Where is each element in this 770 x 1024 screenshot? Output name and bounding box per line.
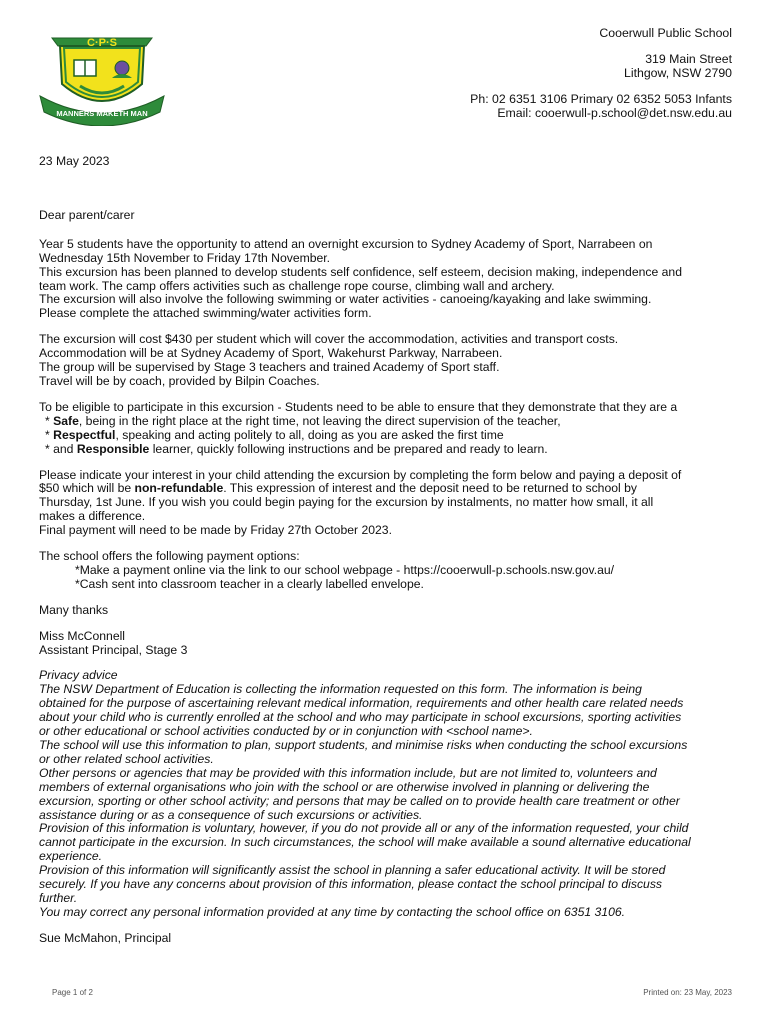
- bullet-respectful: * Respectful, speaking and acting politely to all, doing as you are asked the first time: [45, 427, 504, 442]
- privacy-advice: [39, 669, 734, 919]
- text-line: members of external organisations who join with the school or are otherwise involved in planning or delivering the: [39, 779, 650, 794]
- school-crest-logo: [38, 34, 166, 126]
- closing-thanks: Many thanks: [39, 602, 109, 617]
- school-phone: Ph: 02 6351 3106 Primary 02 6352 5053 Infants: [470, 92, 732, 106]
- text-line: Wednesday 15th November to Friday 17th November.: [39, 250, 331, 265]
- text-line: makes a difference.: [39, 509, 146, 524]
- text-line: Final payment will need to be made by Friday 27th October 2023.: [39, 523, 392, 538]
- bullet-responsible: * and Responsible learner, quickly following instructions and be prepared and ready to learn.: [45, 441, 548, 456]
- text-line: You may correct any personal information provided at any time by contacting the school office on 6351 3106.: [39, 904, 626, 919]
- text-line: securely. If you have any concerns about provision of this information, please contact the school principal to discuss: [39, 877, 663, 892]
- text-line: Year 5 students have the opportunity to attend an overnight excursion to Sydney Academy of Sport, Narrabeen on: [39, 236, 653, 251]
- text-line: The school offers the following payment options:: [39, 549, 300, 564]
- letter-date: 23 May 2023: [39, 154, 110, 168]
- text-line: Accommodation will be at Sydney Academy of Sport, Wakehurst Parkway, Narrabeen.: [39, 346, 503, 361]
- school-city: Lithgow, NSW 2790: [624, 66, 732, 80]
- text-line: $50 which will be non-refundable. This expression of interest and the deposit need to be returned to school by: [39, 481, 637, 496]
- text-line: The group will be supervised by Stage 3 teachers and trained Academy of Sport staff.: [39, 360, 500, 375]
- text-line: or other educational or school activities conducted by or in conjunction with <school name>.: [39, 724, 533, 739]
- text-line: Please indicate your interest in your child attending the excursion by completing the form below and paying a deposit of: [39, 467, 682, 482]
- crest-motto: MANNERS MAKETH MAN: [56, 109, 148, 118]
- text-line: This excursion has been planned to develop students self confidence, self esteem, decision making, independence and: [39, 264, 682, 279]
- letter-body: [39, 155, 734, 946]
- text-line: experience.: [39, 849, 103, 864]
- text-line: cannot participate in the excursion. In such circumstances, the school will make available a sound alternative educational: [39, 835, 691, 850]
- signoff-title: Assistant Principal, Stage 3: [39, 642, 188, 657]
- payment-option-online: *Make a payment online via the link to our school webpage - https://cooerwull-p.schools.nsw.gov.au/: [75, 562, 615, 577]
- page-number: Page 1 of 2: [52, 988, 93, 997]
- text-line: excursion, sporting or other school activity; and persons that may be called on to provide health care treatment or other: [39, 793, 680, 808]
- text-line: Other persons or agencies that may be provided with this information include, but are not limited to, volunteers and: [39, 765, 657, 780]
- text-line: Travel will be by coach, provided by Bilpin Coaches.: [39, 373, 320, 388]
- crest-initials: C·P·S: [87, 37, 117, 49]
- text-line: The NSW Department of Education is collecting the information requested on this form. The information is being: [39, 682, 642, 697]
- paragraph-payment: [39, 550, 734, 592]
- paragraph-intro: [39, 238, 734, 321]
- bullet-safe: * Safe, being in the right place at the right time, not leaving the direct supervision of the teacher,: [45, 413, 561, 428]
- signoff-name: Miss McConnell: [39, 628, 126, 643]
- text-line: Provision of this information will significantly assist the school in planning a safer educational activity. It will be stored: [39, 863, 666, 878]
- principal-signoff: Sue McMahon, Principal: [39, 930, 172, 945]
- school-address-block: [470, 26, 732, 120]
- text-line: team work. The camp offers activities such as challenge rope course, climbing wall and archery.: [39, 278, 555, 293]
- text-line: obtained for the purpose of ascertaining relevant medical information, requirements and other health care related needs: [39, 696, 684, 711]
- school-name: Cooerwull Public School: [599, 26, 732, 40]
- text-line: assistance during or as a consequence of such excursions or activities.: [39, 807, 423, 822]
- paragraph-eligibility: [39, 401, 734, 457]
- salutation: Dear parent/carer: [39, 207, 135, 222]
- text-line: The excursion will cost $430 per student which will cover the accommodation, activities and transport costs.: [39, 332, 619, 347]
- text-line: further.: [39, 890, 78, 905]
- paragraph-deposit: [39, 469, 734, 539]
- text-line: To be eligible to participate in this excursion - Students need to be able to ensure that they demonstrate that they are a: [39, 399, 678, 414]
- privacy-heading: Privacy advice: [39, 668, 118, 683]
- text-line: or other related school activities.: [39, 751, 214, 766]
- text-line: Please complete the attached swimming/water activities form.: [39, 306, 372, 321]
- school-email: Email: cooerwull-p.school@det.nsw.edu.au: [497, 106, 732, 120]
- text-line: The excursion will also involve the following swimming or water activities - canoeing/kayaking and lake swimming.: [39, 292, 652, 307]
- paragraph-cost: [39, 333, 734, 389]
- school-street: 319 Main Street: [645, 52, 732, 66]
- printed-date: Printed on: 23 May, 2023: [643, 988, 732, 997]
- payment-option-cash: *Cash sent into classroom teacher in a clearly labelled envelope.: [75, 576, 424, 591]
- text-line: The school will use this information to plan, support students, and minimise risks when conducting the school excursions: [39, 738, 688, 752]
- text-line: Thursday, 1st June. If you wish you could begin paying for the excursion by instalments, no matter how small, it all: [39, 495, 654, 510]
- text-line: Provision of this information is voluntary, however, if you do not provide all or any of the information requested, your child: [39, 821, 689, 836]
- text-line: about your child who is currently enrolled at the school and who may participate in school excursions, sporting activities: [39, 710, 682, 725]
